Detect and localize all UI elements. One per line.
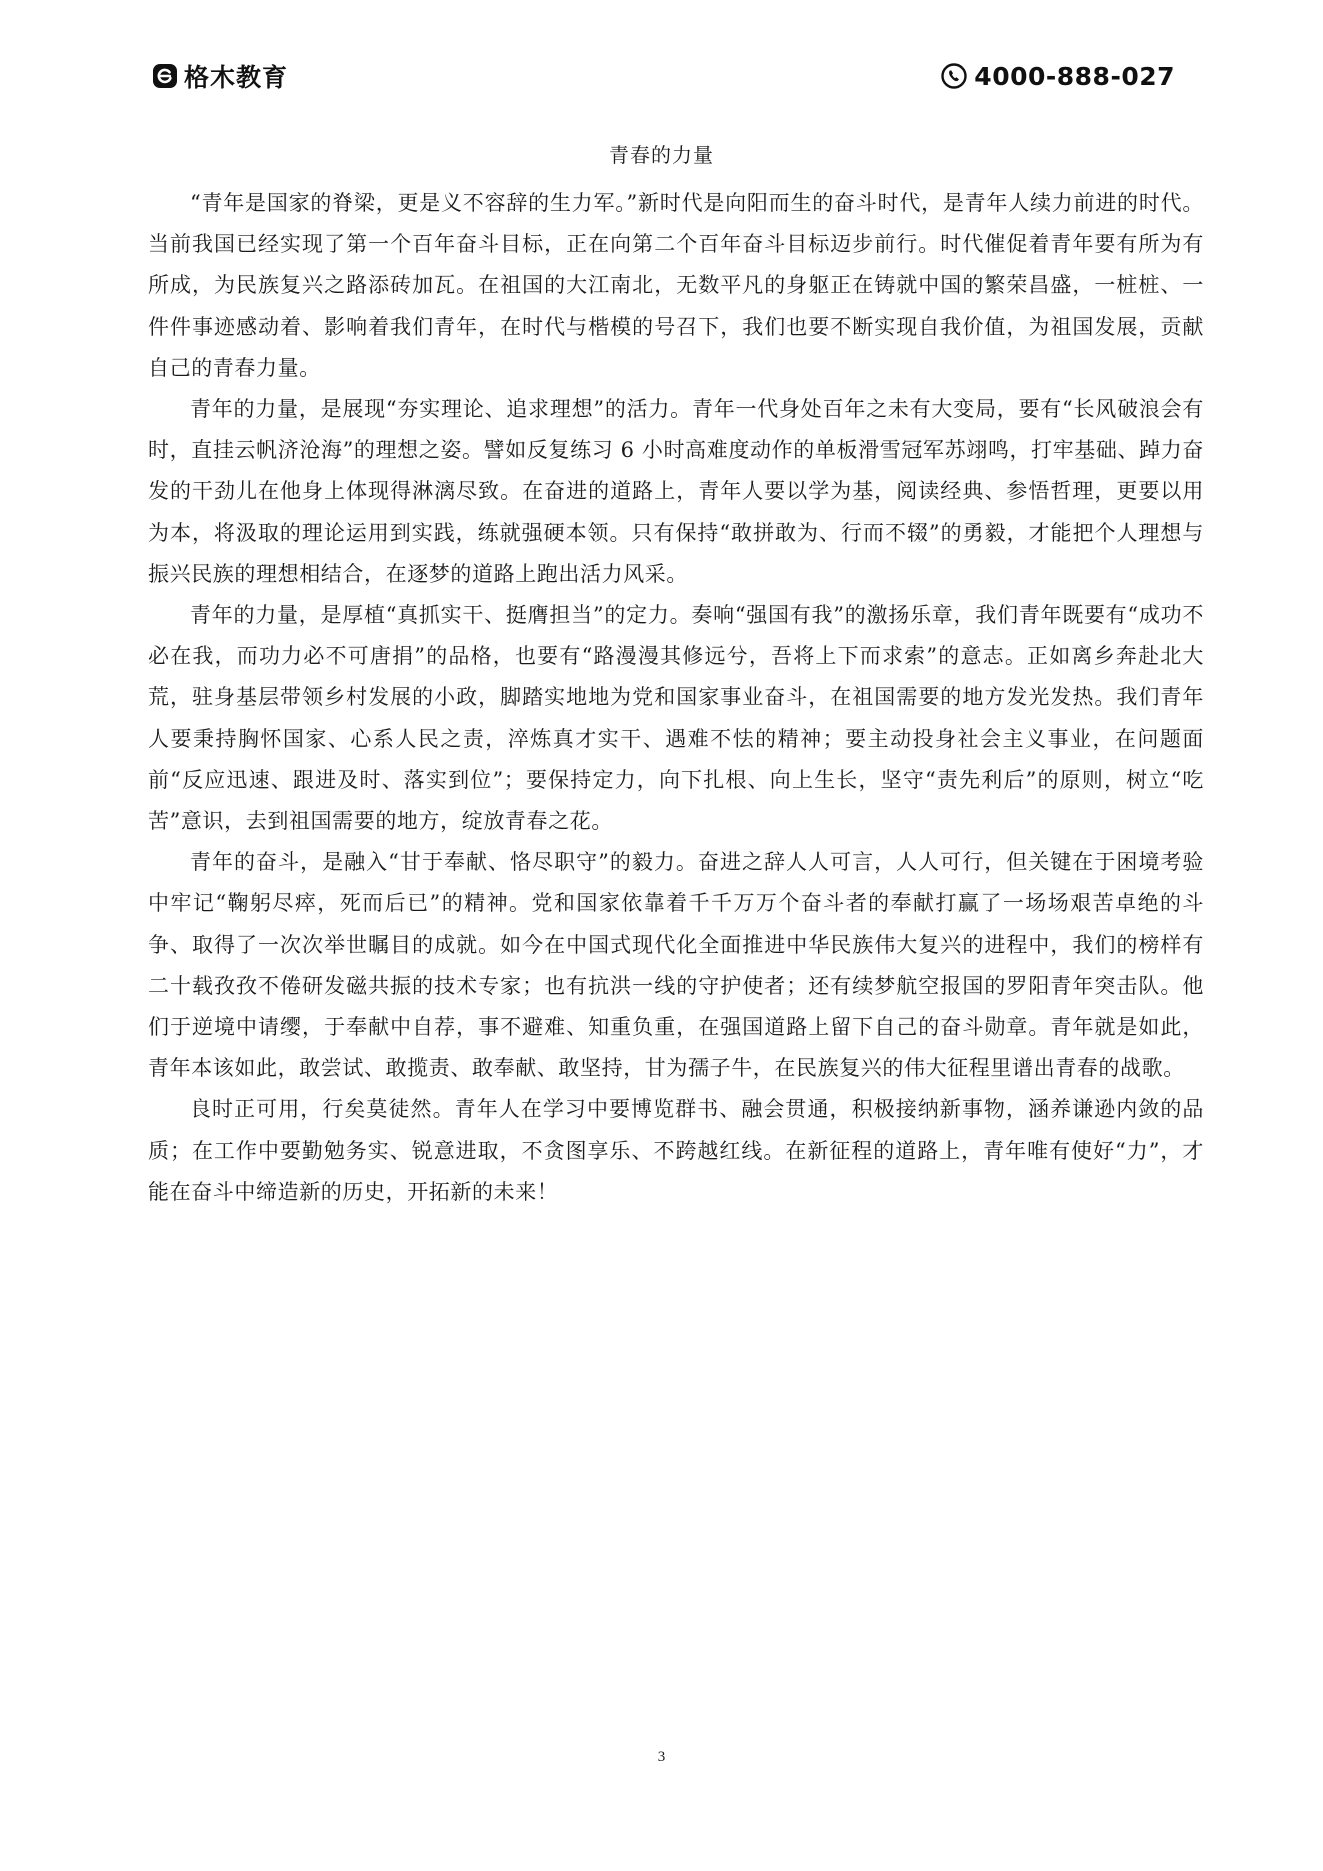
brand-e-logo-icon — [152, 63, 178, 89]
document-body — [148, 183, 1204, 1213]
phone-number: 4000-888-027 — [974, 61, 1175, 91]
brand-name: 格木教育 — [184, 63, 289, 92]
phone-icon — [940, 62, 968, 90]
hotline — [940, 62, 1175, 91]
paragraph-4: 青年的奋斗，是融入“甘于奉献、恪尽职守”的毅力。奋进之辞人人可言，人人可行，但关键在于困境考验中牢记“鞠躬尽瘁，死而后已”的精神。党和国家依靠着千千万万个奋斗者的奉献打赢了一场场艰苦卓绝的斗争、取得了一次次举世瞩目的成就。如今在中国式现代化全面推进中华民族伟大复兴的进程中，我们的榜样有二十载孜孜不倦研发磁共振的技术专家；也有抗洪一线的守护使者；还有续梦航空报国的罗阳青年突击队。他们于逆境中请缨，于奉献中自荐，事不避难、知重负重，在强国道路上留下自己的奋斗勋章。青年就是如此，青年本该如此，敢尝试、敢揽责、敢奉献、敢坚持，甘为孺子牛，在民族复兴的伟大征程里谱出青春的战歌。 — [148, 850, 1204, 1081]
paragraph-2: 青年的力量，是展现“夯实理论、追求理想”的活力。青年一代身处百年之未有大变局，要有“长风破浪会有时，直挂云帆济沧海”的理想之姿。譬如反复练习 6 小时高难度动作的单板滑雪冠军苏翊鸣，打牢基础、踔力奋发的干劲儿在他身上体现得淋漓尽致。在奋进的道路上，青年人要以学为基，阅读经典、参悟哲理，更要以用为本，将汲取的理论运用到实践，练就强硬本领。只有保持“敢拼敢为、行而不辍”的勇毅，才能把个人理想与振兴民族的理想相结合，在逐梦的道路上跑出活力风采。 — [148, 397, 1204, 586]
brand — [152, 58, 288, 94]
paragraph-3: 青年的力量，是厚植“真抓实干、挺膺担当”的定力。奏响“强国有我”的激扬乐章，我们青年既要有“成功不必在我，而功力必不可唐捐”的品格，也要有“路漫漫其修远兮，吾将上下而求索”的意志。正如离乡奔赴北大荒，驻身基层带领乡村发展的小政，脚踏实地地为党和国家事业奋斗，在祖国需要的地方发光发热。我们青年人要秉持胸怀国家、心系人民之责，淬炼真才实干、遇难不怯的精神；要主动投身社会主义事业，在问题面前“反应迅速、跟进及时、落实到位”；要保持定力，向下扎根、向上生长，坚守“责先利后”的原则，树立“吃苦”意识，去到祖国需要的地方，绽放青春之花。 — [148, 603, 1204, 834]
document-title: 青春的力量 — [609, 143, 714, 167]
page-header — [152, 56, 1175, 96]
paragraph-1: “青年是国家的脊梁，更是义不容辞的生力军。”新时代是向阳而生的奋斗时代，是青年人续力前进的时代。当前我国已经实现了第一个百年奋斗目标，正在向第二个百年奋斗目标迈步前行。时代催促着青年要有所为有所成，为民族复兴之路添砖加瓦。在祖国的大江南北，无数平凡的身躯正在铸就中国的繁荣昌盛，一桩桩、一件件事迹感动着、影响着我们青年，在时代与楷模的号召下，我们也要不断实现自我价值，为祖国发展，贡献自己的青春力量。 — [148, 191, 1204, 380]
page-number: 3 — [657, 1749, 666, 1765]
paragraph-5: 良时正可用，行矣莫徒然。青年人在学习中要博览群书、融会贯通，积极接纳新事物，涵养谦逊内敛的品质；在工作中要勤勉务实、锐意进取，不贪图享乐、不跨越红线。在新征程的道路上，青年唯有使好“力”，才能在奋斗中缔造新的历史，开拓新的未来！ — [148, 1097, 1204, 1204]
